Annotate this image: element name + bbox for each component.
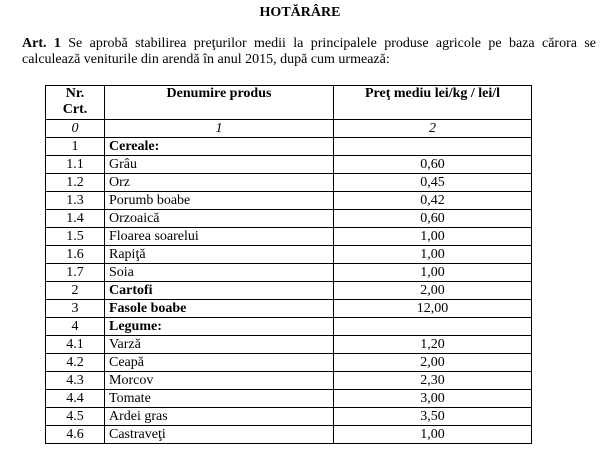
index-cell: 1	[105, 120, 334, 138]
table-row	[46, 390, 532, 408]
product-name: Cereale:	[105, 138, 334, 156]
row-number: 1.7	[46, 264, 105, 282]
product-name: Ardei gras	[105, 408, 334, 426]
price-value: 12,00	[334, 300, 532, 318]
row-number: 1.3	[46, 192, 105, 210]
row-number: 4.5	[46, 408, 105, 426]
product-name: Cartofi	[105, 282, 334, 300]
row-number: 4	[46, 318, 105, 336]
product-name: Fasole boabe	[105, 300, 334, 318]
document-title: HOTĂRÂRE	[259, 5, 341, 20]
table-row	[46, 174, 532, 192]
table-row	[46, 426, 532, 444]
price-value: 3,00	[334, 390, 532, 408]
product-name: Rapiţă	[105, 246, 334, 264]
table-row	[46, 228, 532, 246]
price-value: 1,00	[334, 228, 532, 246]
price-value: 0,45	[334, 174, 532, 192]
product-name: Morcov	[105, 372, 334, 390]
header-nr-crt	[46, 86, 105, 120]
article-number: Art. 1	[22, 36, 61, 51]
price-table	[45, 85, 532, 444]
product-name: Soia	[105, 264, 334, 282]
row-number: 4.1	[46, 336, 105, 354]
row-number: 4.6	[46, 426, 105, 444]
price-value: 0,42	[334, 192, 532, 210]
price-value: 0,60	[334, 210, 532, 228]
price-value	[334, 318, 532, 336]
product-name: Orzoaică	[105, 210, 334, 228]
table-row	[46, 156, 532, 174]
product-name: Orz	[105, 174, 334, 192]
row-number: 1.6	[46, 246, 105, 264]
article-text: Se aprobă stabilirea preţurilor medii la principalele produse agricole pe baza cărora se calculează veniturile din arendă în anul 2015, după cum urmează:	[22, 36, 596, 67]
header-row	[46, 86, 532, 120]
row-number: 1.4	[46, 210, 105, 228]
index-cell: 0	[46, 120, 105, 138]
row-number: 4.2	[46, 354, 105, 372]
table-row	[46, 282, 532, 300]
row-number: 3	[46, 300, 105, 318]
price-value: 1,00	[334, 426, 532, 444]
price-value	[334, 138, 532, 156]
price-value: 0,60	[334, 156, 532, 174]
price-value: 2,30	[334, 372, 532, 390]
table-row	[46, 318, 532, 336]
table-row	[46, 336, 532, 354]
row-number: 1	[46, 138, 105, 156]
table-row	[46, 300, 532, 318]
product-name: Varză	[105, 336, 334, 354]
row-number: 4.3	[46, 372, 105, 390]
product-name: Porumb boabe	[105, 192, 334, 210]
row-number: 2	[46, 282, 105, 300]
product-name: Castraveţi	[105, 426, 334, 444]
price-value: 2,00	[334, 354, 532, 372]
price-value: 3,50	[334, 408, 532, 426]
table-row	[46, 408, 532, 426]
table-row	[46, 246, 532, 264]
product-name: Floarea soarelui	[105, 228, 334, 246]
product-name: Tomate	[105, 390, 334, 408]
article-paragraph	[22, 36, 596, 68]
table-row	[46, 264, 532, 282]
header-nr-line2: Crt.	[62, 102, 88, 117]
price-value: 2,00	[334, 282, 532, 300]
table-row	[46, 354, 532, 372]
table-row	[46, 372, 532, 390]
price-value: 1,00	[334, 246, 532, 264]
header-nr-line1: Nr.	[65, 86, 85, 101]
table-row	[46, 192, 532, 210]
row-number: 1.1	[46, 156, 105, 174]
header-product: Denumire produs	[105, 86, 334, 120]
product-name: Grâu	[105, 156, 334, 174]
product-name: Legume:	[105, 318, 334, 336]
row-number: 1.5	[46, 228, 105, 246]
product-name: Ceapă	[105, 354, 334, 372]
row-number: 4.4	[46, 390, 105, 408]
table-row	[46, 210, 532, 228]
row-number: 1.2	[46, 174, 105, 192]
price-value: 1,00	[334, 264, 532, 282]
column-index-row	[46, 120, 532, 138]
table-row	[46, 138, 532, 156]
price-value: 1,20	[334, 336, 532, 354]
index-cell: 2	[334, 120, 532, 138]
header-price: Preţ mediu lei/kg / lei/l	[334, 86, 532, 120]
